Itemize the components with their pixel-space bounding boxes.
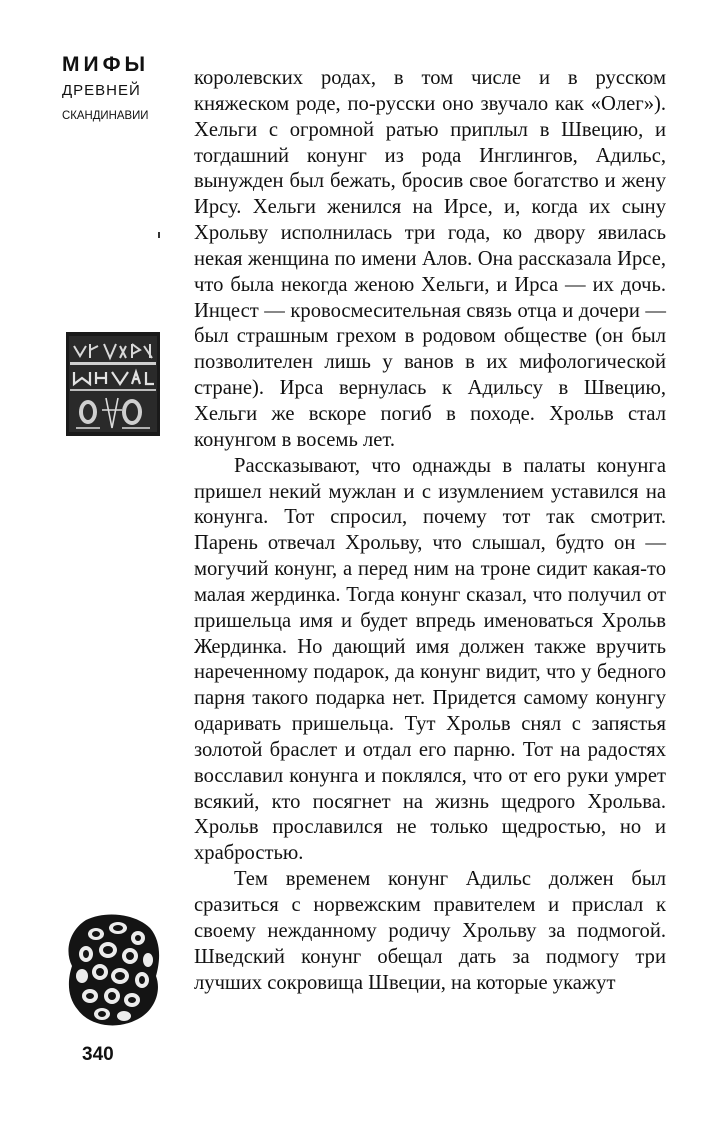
book-title-line-3: СКАНДИНАВИИ bbox=[62, 108, 149, 122]
paragraph-1: королевских родах, в том числе и в русском княжеском роде, по-русски оно звучало как «Олег»). Хельги с огромной ратью приплыл в Швецию, и тогдашний конунг из рода Инглингов, Адильс, вынужден был бежать, бросив свое богатство и жену Ирсу. Хельги женился на Ирсе, и, когда их сыну Хрольву исполнилась три года, ко двору явилась некая женщина по имени Алов. Она рассказала Ирсе, что была некогда женою Хельги, и Ирса — их дочь. Инцест — кровосмесительная связь отца и дочери — был страшным грехом в родовом обществе (он был позволителен лишь у ванов в их мифологической стране). Ирса вернулась к Адильсу в Швецию, Хельги же вскоре погиб в походе. Хрольв стал конунгом в восемь лет. bbox=[194, 67, 666, 451]
carved-stone-ornament-icon bbox=[66, 912, 162, 1028]
book-title-line-2: ДРЕВНЕЙ bbox=[62, 82, 141, 99]
runestone-stamp-icon bbox=[66, 332, 160, 436]
paragraph-3: Тем временем конунг Адильс должен был сразиться с норвежским правителем и прислал к своему нежданному родичу Хрольву за подмогой. Шведский конунг обещал дать за подмогу три лучших сокровища Швеции, на которые укажут bbox=[194, 868, 666, 994]
main-text-column bbox=[194, 66, 666, 996]
book-title-line-1: МИФЫ bbox=[62, 53, 150, 76]
running-header bbox=[62, 52, 172, 124]
margin-tick-mark bbox=[158, 232, 160, 238]
paragraph-2: Рассказывают, что однажды в палаты конунга пришел некий мужлан и с изумлением уставился на конунга. Тот спросил, почему тот так смотрит. Парень отвечал Хрольву, что слышал, будто он — могучий конунг, а перед ним на троне сидит какая-то малая жердинка. Тогда конунг сказал, что получил от пришельца имя и будет впредь именоваться Хрольв Жердинка. Но дающий имя должен также вручить нареченному подарок, да конунг видит, что у бедного парня такого подарка нет. Придется самому конунгу одаривать пришельца. Тут Хрольв снял с запястья золотой браслет и отдал его парню. Тот на радостях восславил конунга и поклялся, что от его руки умрет всякий, кто посягнет на жизнь щедрого Хрольва. Хрольв прославился не только щедростью, но и храбростью. bbox=[194, 454, 666, 865]
page-number: 340 bbox=[82, 1044, 114, 1065]
